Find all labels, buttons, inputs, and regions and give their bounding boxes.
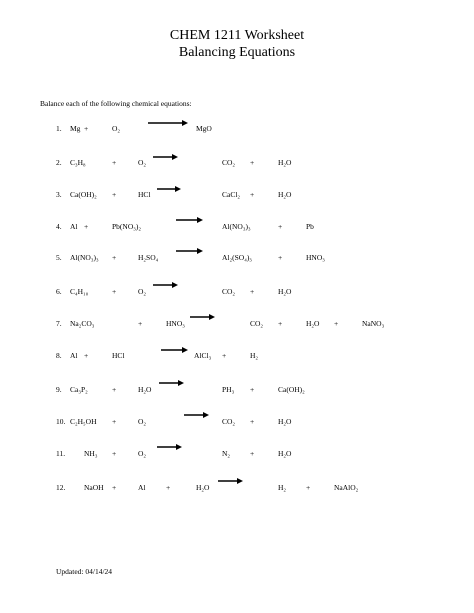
chemical-formula: HNO₃ bbox=[166, 319, 185, 328]
chemical-formula: CaCl₂ bbox=[222, 190, 241, 199]
instructions: Balance each of the following chemical equations: bbox=[40, 99, 192, 108]
chemical-formula: H₂O bbox=[278, 417, 292, 426]
chemical-formula: Al bbox=[138, 483, 146, 492]
equation-number: 2. bbox=[56, 158, 62, 167]
plus-sign: + bbox=[166, 483, 171, 492]
chemical-formula: C₃H₈ bbox=[70, 158, 86, 167]
chemical-formula: HCl bbox=[112, 351, 125, 360]
chemical-formula: NaOH bbox=[84, 483, 104, 492]
plus-sign: + bbox=[250, 190, 255, 199]
chemical-formula: O₂ bbox=[138, 449, 147, 458]
chemical-formula: CO₂ bbox=[222, 417, 236, 426]
chemical-formula: CO₂ bbox=[222, 158, 236, 167]
equation-number: 9. bbox=[56, 385, 62, 394]
chemical-formula: HNO₃ bbox=[306, 253, 325, 262]
equation-number: 5. bbox=[56, 253, 62, 262]
plus-sign: + bbox=[278, 222, 283, 231]
chemical-formula: Pb(NO₃)₂ bbox=[112, 222, 141, 231]
chemical-formula: Al₂(SO₄)₃ bbox=[222, 253, 252, 262]
plus-sign: + bbox=[112, 483, 117, 492]
reaction-arrow-icon bbox=[218, 477, 243, 485]
page-title: CHEM 1211 Worksheet bbox=[169, 28, 305, 43]
chemical-formula: Mg bbox=[70, 124, 81, 133]
chemical-formula: H₂O bbox=[278, 287, 292, 296]
chemical-formula: Pb bbox=[306, 222, 314, 231]
chemical-formula: H₂O bbox=[306, 319, 320, 328]
equation-number: 1. bbox=[56, 124, 62, 133]
chemical-formula: C₄H₁₀ bbox=[70, 287, 89, 296]
reaction-arrow-icon bbox=[159, 379, 184, 387]
chemical-formula: AlCl₃ bbox=[194, 351, 212, 360]
equation-number: 6. bbox=[56, 287, 62, 296]
chemical-formula: H₂O bbox=[138, 385, 152, 394]
chemical-formula: C₂H₅OH bbox=[70, 417, 97, 426]
updated-date: Updated: 04/14/24 bbox=[56, 567, 113, 576]
equation-number: 10. bbox=[56, 417, 66, 426]
reaction-arrow-icon bbox=[190, 313, 215, 321]
equation-number: 4. bbox=[56, 222, 62, 231]
chemical-formula: Al bbox=[70, 222, 78, 231]
equation-number: 12. bbox=[56, 483, 66, 492]
reaction-arrow-icon bbox=[157, 443, 182, 451]
equation-number: 11. bbox=[56, 449, 66, 458]
equation-number: 7. bbox=[56, 319, 62, 328]
plus-sign: + bbox=[250, 449, 255, 458]
chemical-formula: O₂ bbox=[138, 158, 147, 167]
chemical-formula: H₂ bbox=[278, 483, 287, 492]
chemical-formula: Al(NO₃)₃ bbox=[222, 222, 251, 231]
plus-sign: + bbox=[112, 253, 117, 262]
chemical-formula: H₂O bbox=[278, 449, 292, 458]
chemical-formula: H₂O bbox=[196, 483, 210, 492]
reaction-arrow-icon bbox=[184, 411, 209, 419]
plus-sign: + bbox=[112, 158, 117, 167]
chemical-formula: H₂SO₄ bbox=[138, 253, 159, 262]
chemical-formula: NaNO₃ bbox=[362, 319, 385, 328]
plus-sign: + bbox=[112, 190, 117, 199]
chemical-formula: H₂O bbox=[278, 158, 292, 167]
plus-sign: + bbox=[250, 385, 255, 394]
reaction-arrow-icon bbox=[157, 185, 181, 193]
reaction-arrow-icon bbox=[153, 153, 178, 161]
chemical-formula: CO₂ bbox=[250, 319, 264, 328]
plus-sign: + bbox=[112, 449, 117, 458]
reaction-arrow-icon bbox=[161, 346, 188, 354]
chemical-formula: Ca(OH)₂ bbox=[278, 385, 305, 394]
equation-number: 8. bbox=[56, 351, 62, 360]
plus-sign: + bbox=[112, 287, 117, 296]
plus-sign: + bbox=[138, 319, 143, 328]
chemical-formula: PH₃ bbox=[222, 385, 235, 394]
chemical-formula: O₂ bbox=[138, 417, 147, 426]
reaction-arrow-icon bbox=[176, 216, 203, 224]
plus-sign: + bbox=[84, 124, 89, 133]
equation-number: 3. bbox=[56, 190, 62, 199]
page-subtitle: Balancing Equations bbox=[178, 45, 296, 60]
plus-sign: + bbox=[334, 319, 339, 328]
chemical-formula: O₂ bbox=[138, 287, 147, 296]
plus-sign: + bbox=[222, 351, 227, 360]
chemical-formula: Ca(OH)₂ bbox=[70, 190, 97, 199]
plus-sign: + bbox=[250, 417, 255, 426]
chemical-formula: Ca₃P₂ bbox=[70, 385, 88, 394]
chemical-formula: HCl bbox=[138, 190, 151, 199]
chemical-formula: N₂ bbox=[222, 449, 231, 458]
plus-sign: + bbox=[84, 351, 89, 360]
chemical-formula: Al bbox=[70, 351, 78, 360]
reaction-arrow-icon bbox=[176, 247, 203, 255]
plus-sign: + bbox=[112, 417, 117, 426]
plus-sign: + bbox=[112, 385, 117, 394]
plus-sign: + bbox=[278, 253, 283, 262]
plus-sign: + bbox=[306, 483, 311, 492]
reaction-arrow-icon bbox=[153, 281, 178, 289]
chemical-formula: CO₂ bbox=[222, 287, 236, 296]
plus-sign: + bbox=[250, 287, 255, 296]
chemical-formula: MgO bbox=[196, 124, 212, 133]
plus-sign: + bbox=[278, 319, 283, 328]
chemical-formula: H₂O bbox=[278, 190, 292, 199]
plus-sign: + bbox=[84, 222, 89, 231]
chemical-formula: Na₂CO₃ bbox=[70, 319, 95, 328]
chemical-formula: NH₃ bbox=[84, 449, 98, 458]
chemical-formula: NaAlO₂ bbox=[334, 483, 359, 492]
chemical-formula: H₂ bbox=[250, 351, 259, 360]
chemical-formula: Al(NO₃)₃ bbox=[70, 253, 99, 262]
reaction-arrow-icon bbox=[148, 119, 188, 127]
chemical-formula: O₂ bbox=[112, 124, 121, 133]
plus-sign: + bbox=[250, 158, 255, 167]
